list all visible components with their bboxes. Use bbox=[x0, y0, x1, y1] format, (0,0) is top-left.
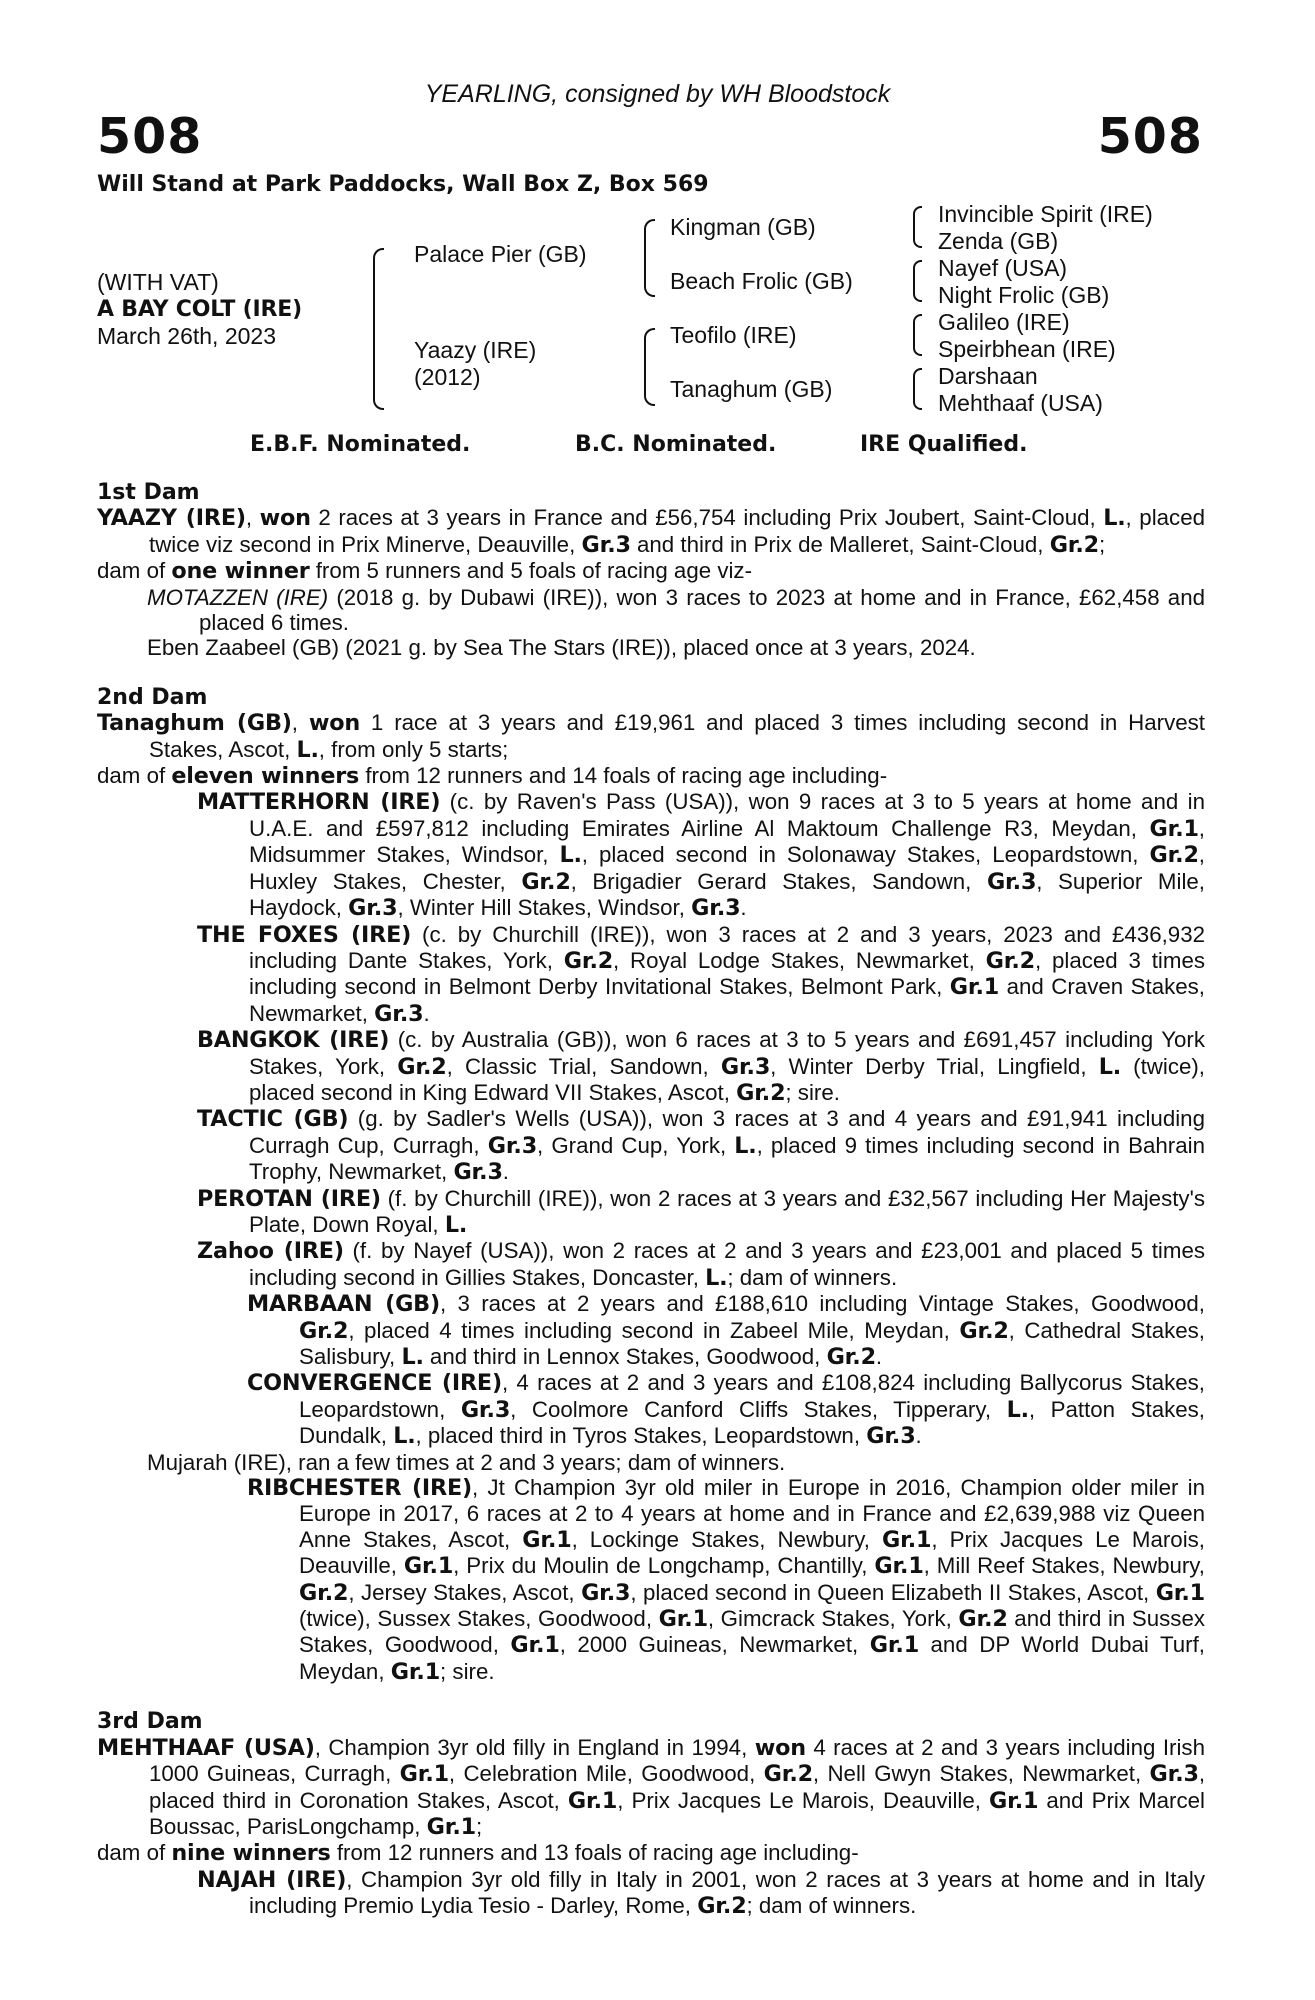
text-run: and third in Sussex Stakes, Goodwood, bbox=[299, 1606, 1205, 1658]
bold-run: Tanaghum (GB) bbox=[97, 710, 292, 737]
grandsire-5: Galileo (IRE) bbox=[938, 309, 1070, 335]
text-run: , bbox=[245, 505, 260, 531]
ire-qualified: IRE Qualified. bbox=[860, 432, 1028, 457]
text-run: (c. by Raven's Pass (USA)), won 9 races at 3 to 5 years at home and in U.A.E. and £597,812 including Emirates Airline Al Maktoum Challenge R3, Meydan, bbox=[249, 789, 1205, 841]
bold-run: Gr.1 bbox=[567, 1787, 618, 1814]
text-run: 4 races at 2 and 3 years including Irish 1000 Guineas, Curragh, bbox=[149, 1734, 1205, 1787]
bold-run: Gr.3 bbox=[581, 531, 631, 558]
bold-run: one winner bbox=[171, 558, 310, 585]
text-run: , Champion 3yr old filly in England in 1994, bbox=[314, 1734, 755, 1760]
pedigree-brace bbox=[644, 219, 655, 297]
bold-run: Gr.1 bbox=[1155, 1579, 1205, 1606]
section-heading bbox=[97, 685, 1205, 710]
bold-run: TACTIC (GB) bbox=[197, 1106, 349, 1133]
bold-run: L. bbox=[393, 1423, 416, 1450]
bold-run: MATTERHORN (IRE) bbox=[197, 789, 441, 816]
text-run: from 12 runners and 14 foals of racing age including- bbox=[359, 763, 888, 789]
text-run: , placed second in Solonaway Stakes, Leopardstown, bbox=[581, 842, 1150, 868]
text-run: , Cathedral Stakes, Salisbury, bbox=[299, 1317, 1205, 1369]
text-run: ; bbox=[475, 1813, 483, 1839]
bold-run: Gr.1 bbox=[882, 1526, 932, 1553]
bold-run: L. bbox=[734, 1132, 757, 1159]
text-run: , Brigadier Gerard Stakes, Sandown, bbox=[570, 868, 987, 894]
text-run: from 12 runners and 13 foals of racing age including- bbox=[330, 1840, 859, 1866]
catalogue-paragraph bbox=[97, 1735, 1205, 1841]
bold-run: BANGKOK (IRE) bbox=[197, 1027, 390, 1054]
catalogue-paragraph bbox=[97, 1475, 1205, 1685]
stand-location: Will Stand at Park Paddocks, Wall Box Z, Box 569 bbox=[97, 172, 709, 197]
bold-run: RIBCHESTER (IRE) bbox=[247, 1475, 473, 1502]
text-run: (f. by Nayef (USA)), won 2 races at 2 and 3 years and £23,001 and placed 5 times including second in Gillies Stakes, Doncaster, bbox=[249, 1238, 1205, 1290]
bold-run: NAJAH (IRE) bbox=[197, 1866, 347, 1893]
catalogue-paragraph bbox=[97, 1106, 1205, 1185]
bold-run: L. bbox=[444, 1211, 468, 1238]
section-heading bbox=[97, 480, 1205, 505]
bc-nominated: B.C. Nominated. bbox=[575, 432, 777, 457]
bold-run: Gr.3 bbox=[374, 1000, 424, 1027]
text-run: dam of bbox=[97, 558, 172, 584]
catalogue-paragraph bbox=[97, 922, 1205, 1028]
bold-run: Gr.3 bbox=[581, 1579, 631, 1606]
text-run: 2 races at 3 years in France and £56,754 including Prix Joubert, Saint-Cloud, bbox=[310, 505, 1104, 531]
catalogue-paragraph bbox=[97, 505, 1205, 558]
bold-run: Gr.1 bbox=[989, 1787, 1039, 1814]
bold-run: won bbox=[308, 710, 361, 737]
text-run: 2nd Dam bbox=[97, 684, 208, 710]
text-run: (g. by Sadler's Wells (USA)), won 3 races at 3 and 4 years and £91,941 including Curragh Cup, Curragh, bbox=[249, 1106, 1205, 1158]
bold-run: Gr.1 bbox=[510, 1632, 560, 1659]
text-run: , placed third in Tyros Stakes, Leopardstown, bbox=[415, 1423, 867, 1449]
bold-run: L. bbox=[705, 1264, 728, 1291]
text-run: ; bbox=[1099, 531, 1106, 557]
bold-run: Gr.3 bbox=[453, 1159, 503, 1186]
bold-run: L. bbox=[1098, 1053, 1121, 1080]
pedigree-table bbox=[0, 0, 1315, 420]
text-run: , placed twice viz second in Prix Minerve, Deauville, bbox=[149, 505, 1206, 557]
grandsire-4: Night Frolic (GB) bbox=[938, 282, 1110, 308]
catalogue-paragraph bbox=[97, 558, 1205, 584]
bold-run: Gr.1 bbox=[874, 1553, 924, 1580]
text-run: , placed 4 times including second in Zabeel Mile, Meydan, bbox=[348, 1317, 960, 1343]
bold-run: Gr.2 bbox=[397, 1053, 447, 1080]
bold-run: Gr.1 bbox=[1149, 815, 1199, 842]
catalogue-paragraph bbox=[97, 1186, 1205, 1239]
catalogue-paragraph bbox=[97, 1291, 1205, 1370]
bold-run: Gr.1 bbox=[399, 1761, 449, 1788]
bold-run: Gr.2 bbox=[958, 1606, 1008, 1633]
grandsire-7: Darshaan bbox=[938, 363, 1038, 389]
sire-sire: Kingman (GB) bbox=[670, 214, 816, 240]
bold-run: Gr.3 bbox=[866, 1423, 916, 1450]
text-run: (twice), Sussex Stakes, Goodwood, bbox=[299, 1606, 659, 1632]
catalogue-paragraph bbox=[97, 1840, 1205, 1866]
foaling-date: March 26th, 2023 bbox=[97, 323, 277, 349]
bold-run: Gr.2 bbox=[826, 1344, 876, 1370]
grandsire-8: Mehthaaf (USA) bbox=[938, 390, 1103, 416]
catalogue-paragraph bbox=[97, 763, 1205, 789]
text-run: dam of bbox=[97, 1840, 172, 1866]
bold-run: Gr.3 bbox=[1149, 1761, 1199, 1788]
lot-number-right: 508 bbox=[1097, 108, 1203, 165]
dam-year: (2012) bbox=[414, 364, 481, 390]
bold-run: L. bbox=[401, 1344, 424, 1370]
text-run: dam of bbox=[97, 763, 172, 789]
horse-name: A BAY COLT (IRE) bbox=[97, 297, 302, 322]
bold-run: Gr.1 bbox=[522, 1526, 572, 1553]
grandsire-1: Invincible Spirit (IRE) bbox=[938, 201, 1153, 227]
dam: Yaazy (IRE) bbox=[414, 337, 537, 363]
text-run: , Winter Hill Stakes, Windsor, bbox=[397, 895, 692, 921]
text-run: and DP World Dubai Turf, Meydan, bbox=[299, 1632, 1205, 1684]
bold-run: won bbox=[754, 1734, 806, 1761]
text-run: (c. by Australia (GB)), won 6 races at 3 to 5 years and £691,457 including York Stakes, York, bbox=[249, 1027, 1205, 1079]
bold-run: Gr.1 bbox=[426, 1813, 476, 1840]
text-run: , Prix Jacques Le Marois, Deauville, bbox=[617, 1787, 989, 1813]
bold-run: Gr.2 bbox=[299, 1317, 349, 1344]
bold-run: Gr.1 bbox=[949, 974, 1000, 1001]
text-run: , Jersey Stakes, Ascot, bbox=[348, 1579, 582, 1605]
text-run: . bbox=[502, 1159, 509, 1185]
sire: Palace Pier (GB) bbox=[414, 241, 587, 267]
text-run: . bbox=[875, 1344, 883, 1369]
bold-run: Gr.1 bbox=[658, 1606, 708, 1633]
sire-dam: Beach Frolic (GB) bbox=[670, 268, 853, 294]
bold-run: Gr.2 bbox=[959, 1317, 1009, 1344]
catalogue-paragraph bbox=[97, 635, 1205, 660]
bold-run: Gr.2 bbox=[985, 947, 1035, 974]
bold-run: Gr.2 bbox=[1049, 531, 1099, 558]
text-run: ; dam of winners. bbox=[746, 1893, 917, 1919]
text-run: , Prix Jacques Le Marois, Deauville, bbox=[299, 1526, 1206, 1579]
pedigree-brace bbox=[913, 260, 922, 302]
text-run: and third in Lennox Stakes, Goodwood, bbox=[423, 1344, 827, 1369]
text-run: 1st Dam bbox=[97, 480, 200, 505]
text-run: , Lockinge Stakes, Newbury, bbox=[571, 1526, 883, 1552]
bold-run: nine winners bbox=[171, 1840, 331, 1867]
bold-run: Gr.3 bbox=[487, 1132, 538, 1159]
section-heading bbox=[97, 1709, 1205, 1734]
text-run: , Huxley Stakes, Chester, bbox=[249, 842, 1205, 894]
dam-sire: Teofilo (IRE) bbox=[670, 322, 797, 348]
text-run: , Champion 3yr old filly in Italy in 2001, won 2 races at 3 years at home and in Italy including Premio Lydia Tesio - Darley, Rome, bbox=[249, 1866, 1205, 1919]
catalogue-paragraph bbox=[97, 585, 1205, 636]
bold-run: Gr.2 bbox=[763, 1761, 813, 1788]
text-run: , placed second in Queen Elizabeth II Stakes, Ascot, bbox=[630, 1579, 1156, 1605]
text-run: , 2000 Guineas, Newmarket, bbox=[559, 1632, 870, 1658]
text-run: , from only 5 starts; bbox=[318, 736, 509, 762]
text-run: ; dam of winners. bbox=[727, 1264, 898, 1290]
text-run: , 4 races at 2 and 3 years and £108,824 including Ballycorus Stakes, Leopardstown, bbox=[299, 1370, 1205, 1422]
text-run: , 3 races at 2 years and £188,610 including Vintage Stakes, Goodwood, bbox=[439, 1291, 1205, 1317]
pedigree-brace bbox=[373, 248, 384, 410]
italic-run: MOTAZZEN (IRE) bbox=[147, 584, 329, 610]
text-run: Mujarah (IRE), ran a few times at 2 and 3 years; dam of winners. bbox=[147, 1449, 786, 1475]
bold-run: Zahoo (IRE) bbox=[197, 1238, 344, 1265]
text-run: ; sire. bbox=[440, 1658, 495, 1684]
bold-run: MARBAAN (GB) bbox=[247, 1291, 440, 1318]
text-run: , Jt Champion 3yr old miler in Europe in 2016, Champion older miler in Europe in 2017, 6 races at 2 to 4 years at home and in France and £2,639,988 viz Queen Anne Stakes, Ascot, bbox=[299, 1475, 1206, 1552]
bold-run: Gr.2 bbox=[299, 1579, 349, 1606]
text-run: , Celebration Mile, Goodwood, bbox=[448, 1761, 764, 1787]
text-run: , placed 9 times including second in Bahrain Trophy, Newmarket, bbox=[249, 1132, 1205, 1185]
catalogue-body bbox=[97, 480, 1205, 1920]
text-run: (2018 g. by Dubawi (IRE)), won 3 races to 2023 at home and in France, £62,458 and placed 6 times. bbox=[199, 584, 1205, 636]
grandsire-2: Zenda (GB) bbox=[938, 228, 1059, 254]
pedigree-brace bbox=[644, 328, 655, 406]
text-run: and Prix Marcel Boussac, ParisLongchamp, bbox=[149, 1787, 1205, 1839]
ebf-nominated: E.B.F. Nominated. bbox=[250, 432, 471, 457]
text-run: ; sire. bbox=[785, 1079, 840, 1105]
text-run: , Grand Cup, York, bbox=[537, 1132, 735, 1158]
bold-run: YAAZY (IRE) bbox=[97, 505, 246, 532]
pedigree-brace bbox=[913, 314, 922, 356]
bold-run: eleven winners bbox=[171, 763, 360, 790]
catalogue-paragraph bbox=[97, 1027, 1205, 1106]
bold-run: L. bbox=[1103, 505, 1126, 532]
text-run: . bbox=[740, 895, 747, 921]
bold-run: Gr.3 bbox=[460, 1396, 511, 1423]
catalogue-paragraph bbox=[97, 710, 1205, 763]
bold-run: Gr.2 bbox=[697, 1893, 747, 1920]
grandsire-6: Speirbhean (IRE) bbox=[938, 336, 1116, 362]
text-run: 1 race at 3 years and £19,961 and placed 3 times including second in Harvest Stakes, Ascot, bbox=[149, 710, 1205, 762]
text-run: and third in Prix de Malleret, Saint-Cloud, bbox=[630, 531, 1050, 557]
text-run: (c. by Churchill (IRE)), won 3 races at 2 and 3 years, 2023 and £436,932 including Dante Stakes, York, bbox=[249, 921, 1205, 973]
bold-run: L. bbox=[1006, 1396, 1029, 1423]
text-run: , Mill Reef Stakes, Newbury, bbox=[923, 1553, 1205, 1579]
text-run: (f. by Churchill (IRE)), won 2 races at 3 years and £32,567 including Her Majesty's Plate, Down Royal, bbox=[249, 1185, 1205, 1237]
catalogue-paragraph bbox=[97, 1450, 1205, 1475]
text-run: (twice), placed second in King Edward VII Stakes, Ascot, bbox=[249, 1053, 1205, 1105]
pedigree-brace bbox=[913, 368, 922, 410]
bold-run: Gr.1 bbox=[403, 1553, 454, 1580]
bold-run: CONVERGENCE (IRE) bbox=[247, 1370, 502, 1397]
text-run: 3rd Dam bbox=[97, 1709, 203, 1735]
text-run: from 5 runners and 5 foals of racing age viz- bbox=[309, 558, 752, 584]
text-run: , Gimcrack Stakes, York, bbox=[707, 1606, 959, 1632]
text-run: Eben Zaabeel (GB) (2021 g. by Sea The Stars (IRE)), placed once at 3 years, 2024. bbox=[147, 635, 976, 661]
grandsire-3: Nayef (USA) bbox=[938, 255, 1068, 281]
bold-run: L. bbox=[296, 736, 319, 763]
bold-run: Gr.2 bbox=[736, 1079, 786, 1106]
bold-run: Gr.3 bbox=[348, 895, 398, 922]
bold-run: Gr.2 bbox=[521, 868, 571, 895]
bold-run: Gr.2 bbox=[1149, 842, 1199, 869]
bold-run: Gr.2 bbox=[563, 947, 614, 974]
text-run: , Royal Lodge Stakes, Newmarket, bbox=[613, 947, 986, 973]
bold-run: MEHTHAAF (USA) bbox=[97, 1734, 315, 1761]
text-run: , bbox=[291, 710, 309, 736]
catalogue-paragraph bbox=[97, 1370, 1205, 1449]
bold-run: Gr.3 bbox=[720, 1053, 771, 1080]
catalogue-paragraph bbox=[97, 1238, 1205, 1291]
bold-run: THE FOXES (IRE) bbox=[197, 921, 412, 948]
bold-run: Gr.3 bbox=[986, 868, 1037, 895]
bold-run: Gr.1 bbox=[869, 1632, 920, 1659]
consignment-line: YEARLING, consigned by WH Bloodstock bbox=[424, 80, 891, 108]
text-run: . bbox=[423, 1000, 430, 1026]
text-run: , Classic Trial, Sandown, bbox=[446, 1053, 721, 1079]
catalogue-paragraph bbox=[97, 789, 1205, 921]
text-run: , Patton Stakes, Dundalk, bbox=[299, 1396, 1205, 1449]
text-run: , placed 3 times including second in Belmont Derby Invitational Stakes, Belmont Park, bbox=[249, 947, 1205, 1000]
text-run: , placed third in Coronation Stakes, Ascot, bbox=[149, 1761, 1206, 1813]
text-run: , Nell Gwyn Stakes, Newmarket, bbox=[812, 1761, 1150, 1787]
bold-run: L. bbox=[559, 842, 582, 869]
text-run: , Midsummer Stakes, Windsor, bbox=[249, 815, 1205, 868]
text-run: , Winter Derby Trial, Lingfield, bbox=[770, 1053, 1099, 1079]
vat-note: (WITH VAT) bbox=[97, 269, 219, 295]
text-run: , Prix du Moulin de Longchamp, Chantilly, bbox=[453, 1553, 875, 1579]
bold-run: PEROTAN (IRE) bbox=[197, 1185, 381, 1212]
pedigree-brace bbox=[913, 206, 922, 248]
bold-run: Gr.3 bbox=[691, 895, 741, 922]
lot-number-left: 508 bbox=[97, 108, 203, 165]
dam-dam: Tanaghum (GB) bbox=[670, 376, 833, 402]
text-run: , Superior Mile, Haydock, bbox=[249, 868, 1205, 921]
catalogue-paragraph bbox=[97, 1867, 1205, 1920]
text-run: and Craven Stakes, Newmarket, bbox=[249, 974, 1205, 1026]
bold-run: Gr.1 bbox=[390, 1658, 441, 1685]
text-run: , Coolmore Canford Cliffs Stakes, Tipperary, bbox=[510, 1396, 1007, 1422]
bold-run: won bbox=[259, 505, 311, 532]
text-run: . bbox=[915, 1423, 922, 1449]
